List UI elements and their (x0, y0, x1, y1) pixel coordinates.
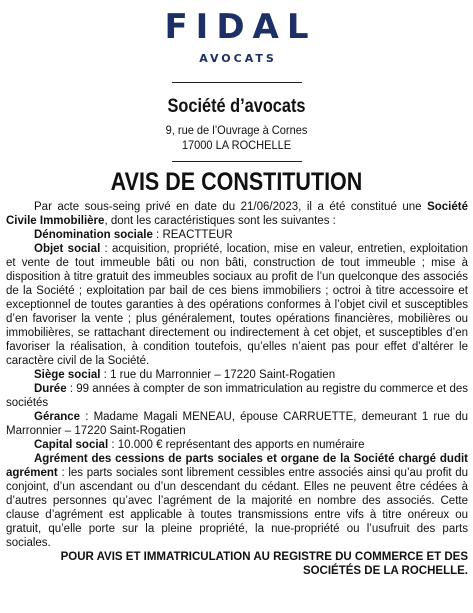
firm-block (24, 96, 449, 153)
duree-paragraph: Durée : 99 années à compter de son immatriculation au registre du commerce et des sociétés (6, 383, 468, 409)
logo-tagline: AVOCATS (199, 52, 277, 65)
denomination-paragraph: Dénomination sociale : REACTTEUR (34, 229, 233, 241)
divider (172, 161, 302, 162)
logo-wordmark: FIDAL (164, 7, 317, 47)
capital-paragraph: Capital social : 10.000 € représentant des apports en numéraire (34, 439, 365, 451)
legal-notice-page (0, 8, 473, 613)
gerance-paragraph: Gérance : Madame Magali MENEAU, épouse CARRUETTE, demeurant 1 rue du Marronnier – 17220 Saint-Rogatien (6, 411, 468, 437)
firm-address-city: 17000 LA ROCHELLE (181, 138, 292, 152)
notice-body (0, 200, 473, 578)
firm-name: Société d’avocats (167, 96, 306, 117)
objet-paragraph: Objet social : acquisition, propriété, location, mise en valeur, entretien, exploitation et vente de tout immeuble bâti ou non bâti, construction de tout immeuble ; mise à disposition à titre gratuit des immeubles sociaux au profit de l’un quelconque des associés de la Société ; exploitation par bail de ces biens immobiliers ; octroi à titre accessoire et exceptionnel de toutes garanties à des opérations conformes à l’objet civil et susceptibles d’en favoriser la vente ; plus généralement, toutes opérations financières, mobilières ou immobilières, se rattachant directement ou indirectement à cet objet, et susceptibles d’en favoriser la réalisation, à condition toutefois, qu’elles n’aient pas pour effet d’altérer le caractère civil de la Société. (6, 243, 469, 367)
firm-address-street: 9, rue de l’Ouvrage à Cornes (165, 123, 308, 137)
closing-statement: POUR AVIS ET IMMATRICULATION AU REGISTRE DU COMMERCE ET DES SOCIÉTÉS DE LA ROCHELLE. (60, 551, 468, 577)
divider (172, 82, 302, 83)
notice-title: AVIS DE CONSTITUTION (110, 168, 363, 196)
fidal-logo (24, 8, 449, 66)
intro-paragraph: Par acte sous-seing privé en date du 21/06/2023, il a été constitué une Société Civile Immobilière, dont les caractéristiques sont les suivantes : (6, 201, 468, 227)
agrement-paragraph: Agrément des cessions de parts sociales et organe de la Société chargé dudit agrément : les parts sociales sont librement cessibles entre associés ainsi qu’au profit du conjoint, d’un ascendant ou d’un descendant du cédant. Elles ne peuvent être cédées à d’autres personnes qu’avec l’agrément de la majorité en nombre des associés. Cette clause d’agrément est applicable à toutes transmissions entre vifs à titre onéreux ou gratuit, qu’elle porte sur la pleine propriété, la nue-propriété ou l’usufruit des parts sociales. (6, 453, 468, 549)
siege-paragraph: Siège social : 1 rue du Marronnier – 17220 Saint-Rogatien (34, 369, 336, 381)
